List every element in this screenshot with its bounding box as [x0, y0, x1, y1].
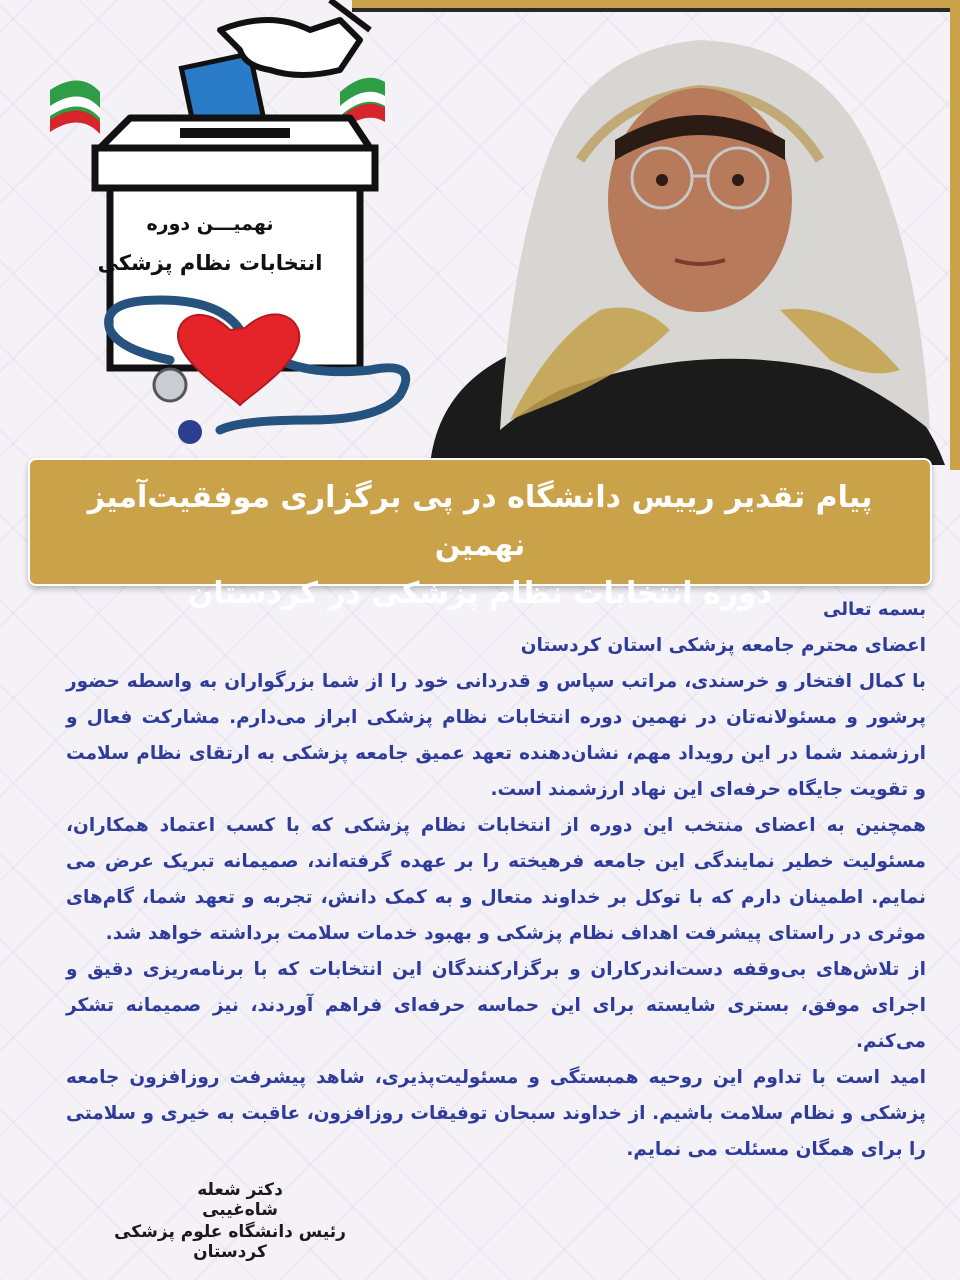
heart-icon [178, 314, 299, 405]
title-line2: دوره انتخابات نظام پزشکی در کردستان [187, 576, 773, 611]
salutation: بسمه تعالی [823, 599, 926, 620]
signature-title: رئیس دانشگاه علوم پزشکی کردستان [114, 1222, 346, 1262]
iran-flag-left-icon [50, 80, 100, 134]
paragraph: همچنین به اعضای منتخب این دوره از انتخابات نظام پزشکی که با کسب اعتماد همکاران، مسئولیت خطیر نمایندگی این جامعه فرهیخته را بر عهده گرفته‌اند، صمیمانه تبریک عرض می نمایم. اطمینان دارم که با توکل بر خداوند متعال و به کمک دانش، تجربه و تعهد شما، گام‌های موثری در راستای پیشرفت اهداف نظام پزشکی و بهبود خدمات سلامت برداشته خواهد شد. [66, 815, 926, 944]
right-gold-bar [950, 0, 960, 470]
ballot-label-line2: انتخابات نظام پزشکی [97, 251, 323, 275]
signature-name: دکتر شعله شاه‌غیبی [197, 1180, 283, 1220]
ballot-label-line1: نهمیـــن دوره [146, 213, 274, 235]
paragraph: از تلاش‌های بی‌وقفه دست‌اندرکاران و برگزارکنندگان این انتخابات که با برنامه‌ریزی دقیق و اجرای موفق، بستری شایسته برای این حماسه حرفه‌ای فراهم آوردند، نیز صمیمانه تشکر می‌کنم. [66, 959, 926, 1052]
paragraph: امید است با تداوم این روحیه همبستگی و مسئولیت‌پذیری، شاهد پیشرفت روزافزون جامعه پزشکی و نظام سلامت باشیم. از خداوند سبحان توفیقات روزافزون، عاقبت به خیری و سلامتی را برای همگان مسئلت می نمایم. [66, 1067, 926, 1160]
addressee: اعضای محترم جامعه پزشکی استان کردستان [520, 635, 926, 656]
letter-body [66, 592, 926, 1168]
ballot-label [95, 210, 325, 280]
portrait-photo [400, 10, 945, 465]
paragraph: با کمال افتخار و خرسندی، مراتب سپاس و قدردانی خود را از شما بزرگواران به واسطه حضور پرشور و مسئولانه‌تان در نهمین دوره انتخابات نظام پزشکی ابراز می‌دارم. مشارکت فعال و ارزشمند شما در این رویداد مهم، نشان‌دهنده تعهد عمیق جامعه پزشکی به ارتقای نظام سلامت و تقویت جایگاه حرفه‌ای این نهاد ارزشمند است. [66, 671, 926, 800]
title-line1: پیام تقدیر رییس دانشگاه در پی برگزاری موفقیت‌آمیز نهمین [87, 480, 873, 563]
top-gold-bar [352, 0, 960, 8]
